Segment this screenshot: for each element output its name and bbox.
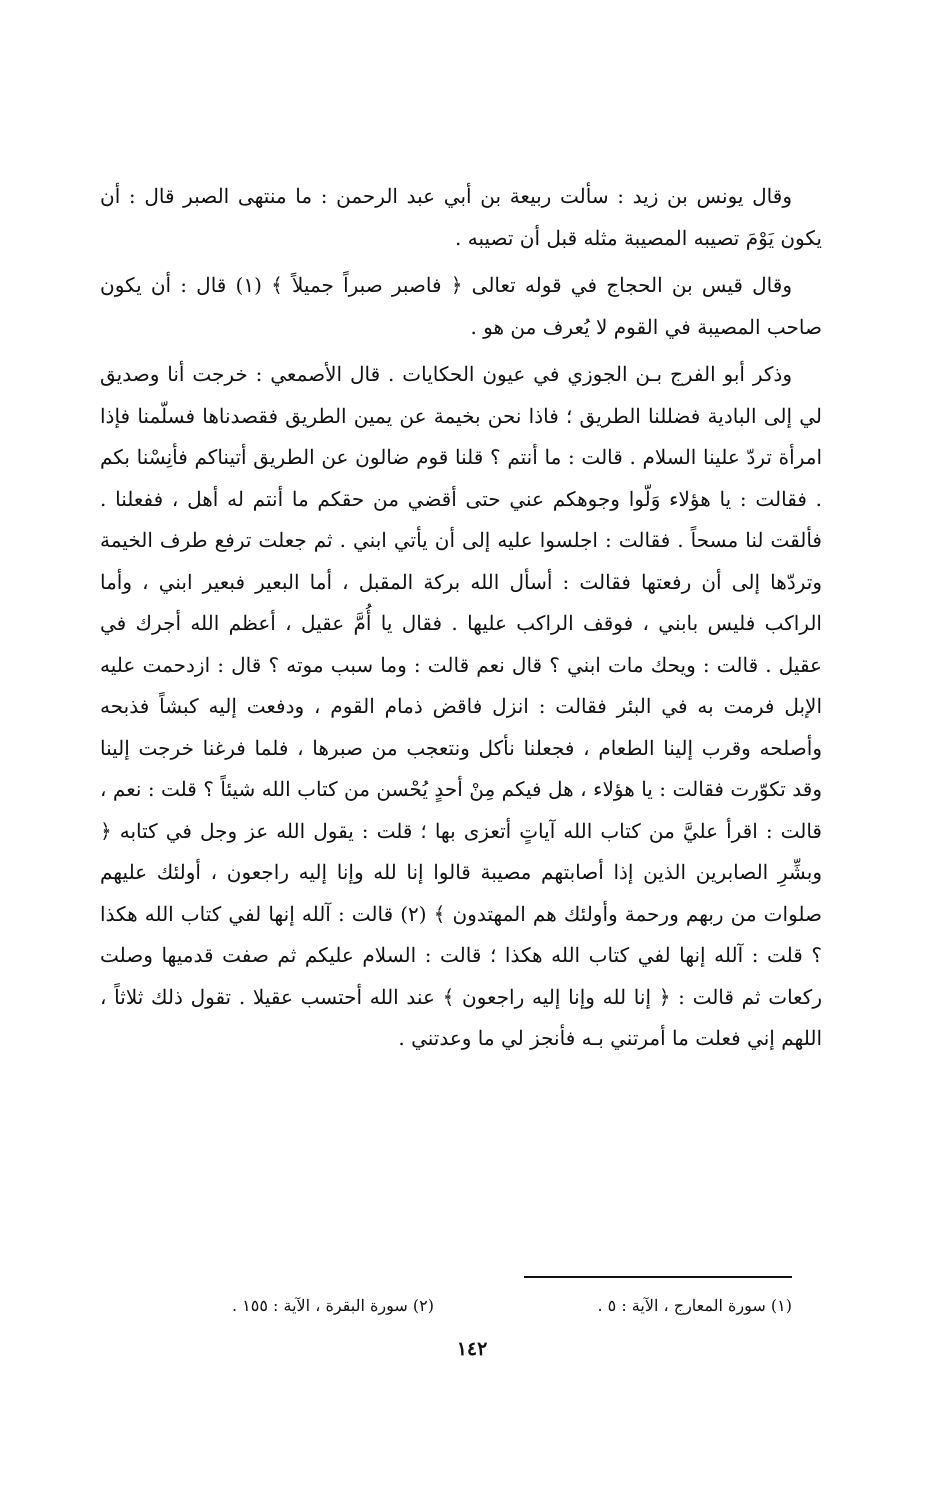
footnote-separator <box>524 1276 792 1278</box>
main-text <box>100 176 822 1060</box>
page-number: ١٤٢ <box>456 1338 488 1360</box>
paragraph-asmai-story: وذكر أبو الفرج بـن الجوزي في عيون الحكايات . قال الأصمعي : خرجت أنا وصديق لي إلى البادية فضللنا الطريق ؛ فاذا نحن بخيمة عن يمين الطريق فقصدناها فسلّمنا فإذا امرأة تردّ علينا السلام . قالت : ما أنتم ؟ قلنا قوم ضالون عن الطريق أتيناكم فأنِسْنا بكم . فقالت : يا هؤلاء وَلّوا وجوهكم عني حتى أقضي من حقكم ما أنتم له أهل ، ففعلنا . فألقت لنا مسحاً . فقالت : اجلسوا عليه إلى أن يأتي ابني . ثم جعلت ترفع طرف الخيمة وتردّها إلى أن رفعتها فقالت : أسأل الله بركة المقبل ، أما البعير فبعير ابني ، وأما الراكب فليس بابني ، فوقف الراكب عليها . فقال يا أُمَّ عقيل ، أعظم الله أجرك في عقيل . قالت : ويحك مات ابني ؟ قال نعم قالت : وما سبب موته ؟ قال : ازدحمت عليه الإبل فرمت به في البئر فقالت : انزل فاقض ذمام القوم ، ودفعت إليه كبشاً فذبحه وأصلحه وقرب إلينا الطعام ، فجعلنا نأكل ونتعجب من صبرها ، فلما فرغنا خرجت إلينا وقد تكوّرت فقالت : يا هؤلاء ، هل فيكم مِنْ أحدٍ يُحْسن من كتاب الله شيئاً ؟ قلت : نعم ، قالت : اقرأ عليَّ من كتاب الله آياتٍ أتعزى بها ؛ قلت : يقول الله عز وجل في كتابه ﴿ وبشِّرِ الصابرين الذين إذا أصابتهم مصيبة قالوا إنا لله وإنا إليه راجعون ، أولئك عليهم صلوات من ربهم ورحمة وأولئك هم المهتدون ﴾ (٢) قالت : آلله إنها لفي كتاب الله هكذا ؟ قلت : آلله إنها لفي كتاب الله هكذا ؛ قالت : السلام عليكم ثم صفت قدميها وصلت ركعات ثم قالت : ﴿ إنا لله وإنا إليه راجعون ﴾ عند الله أحتسب عقيلا . تقول ذلك ثلاثاً ، اللهم إني فعلت ما أمرتني بـه فأنجز لي ما وعدتني . <box>100 362 822 1050</box>
footnote-2: (٢) سورة البقرة ، الآية : ١٥٥ . <box>232 1296 434 1315</box>
footnotes <box>232 1294 792 1318</box>
paragraph-qays: وقال قيس بن الحجاج في قوله تعالى ﴿ فاصبر صبراً جميلاً ﴾ (١) قال : أن يكون صاحب المصيبة في القوم لا يُعرف من هو . <box>100 273 822 339</box>
paragraph-yunus: وقال يونس بن زيد : سألت ربيعة بن أبي عبد الرحمن : ما منتهى الصبر قال : أن يكون يَوْمَ تصيبه المصيبة مثله قبل أن تصيبه . <box>100 184 822 250</box>
footnote-1: (١) سورة المعارج ، الآية : ٥ . <box>597 1296 792 1315</box>
